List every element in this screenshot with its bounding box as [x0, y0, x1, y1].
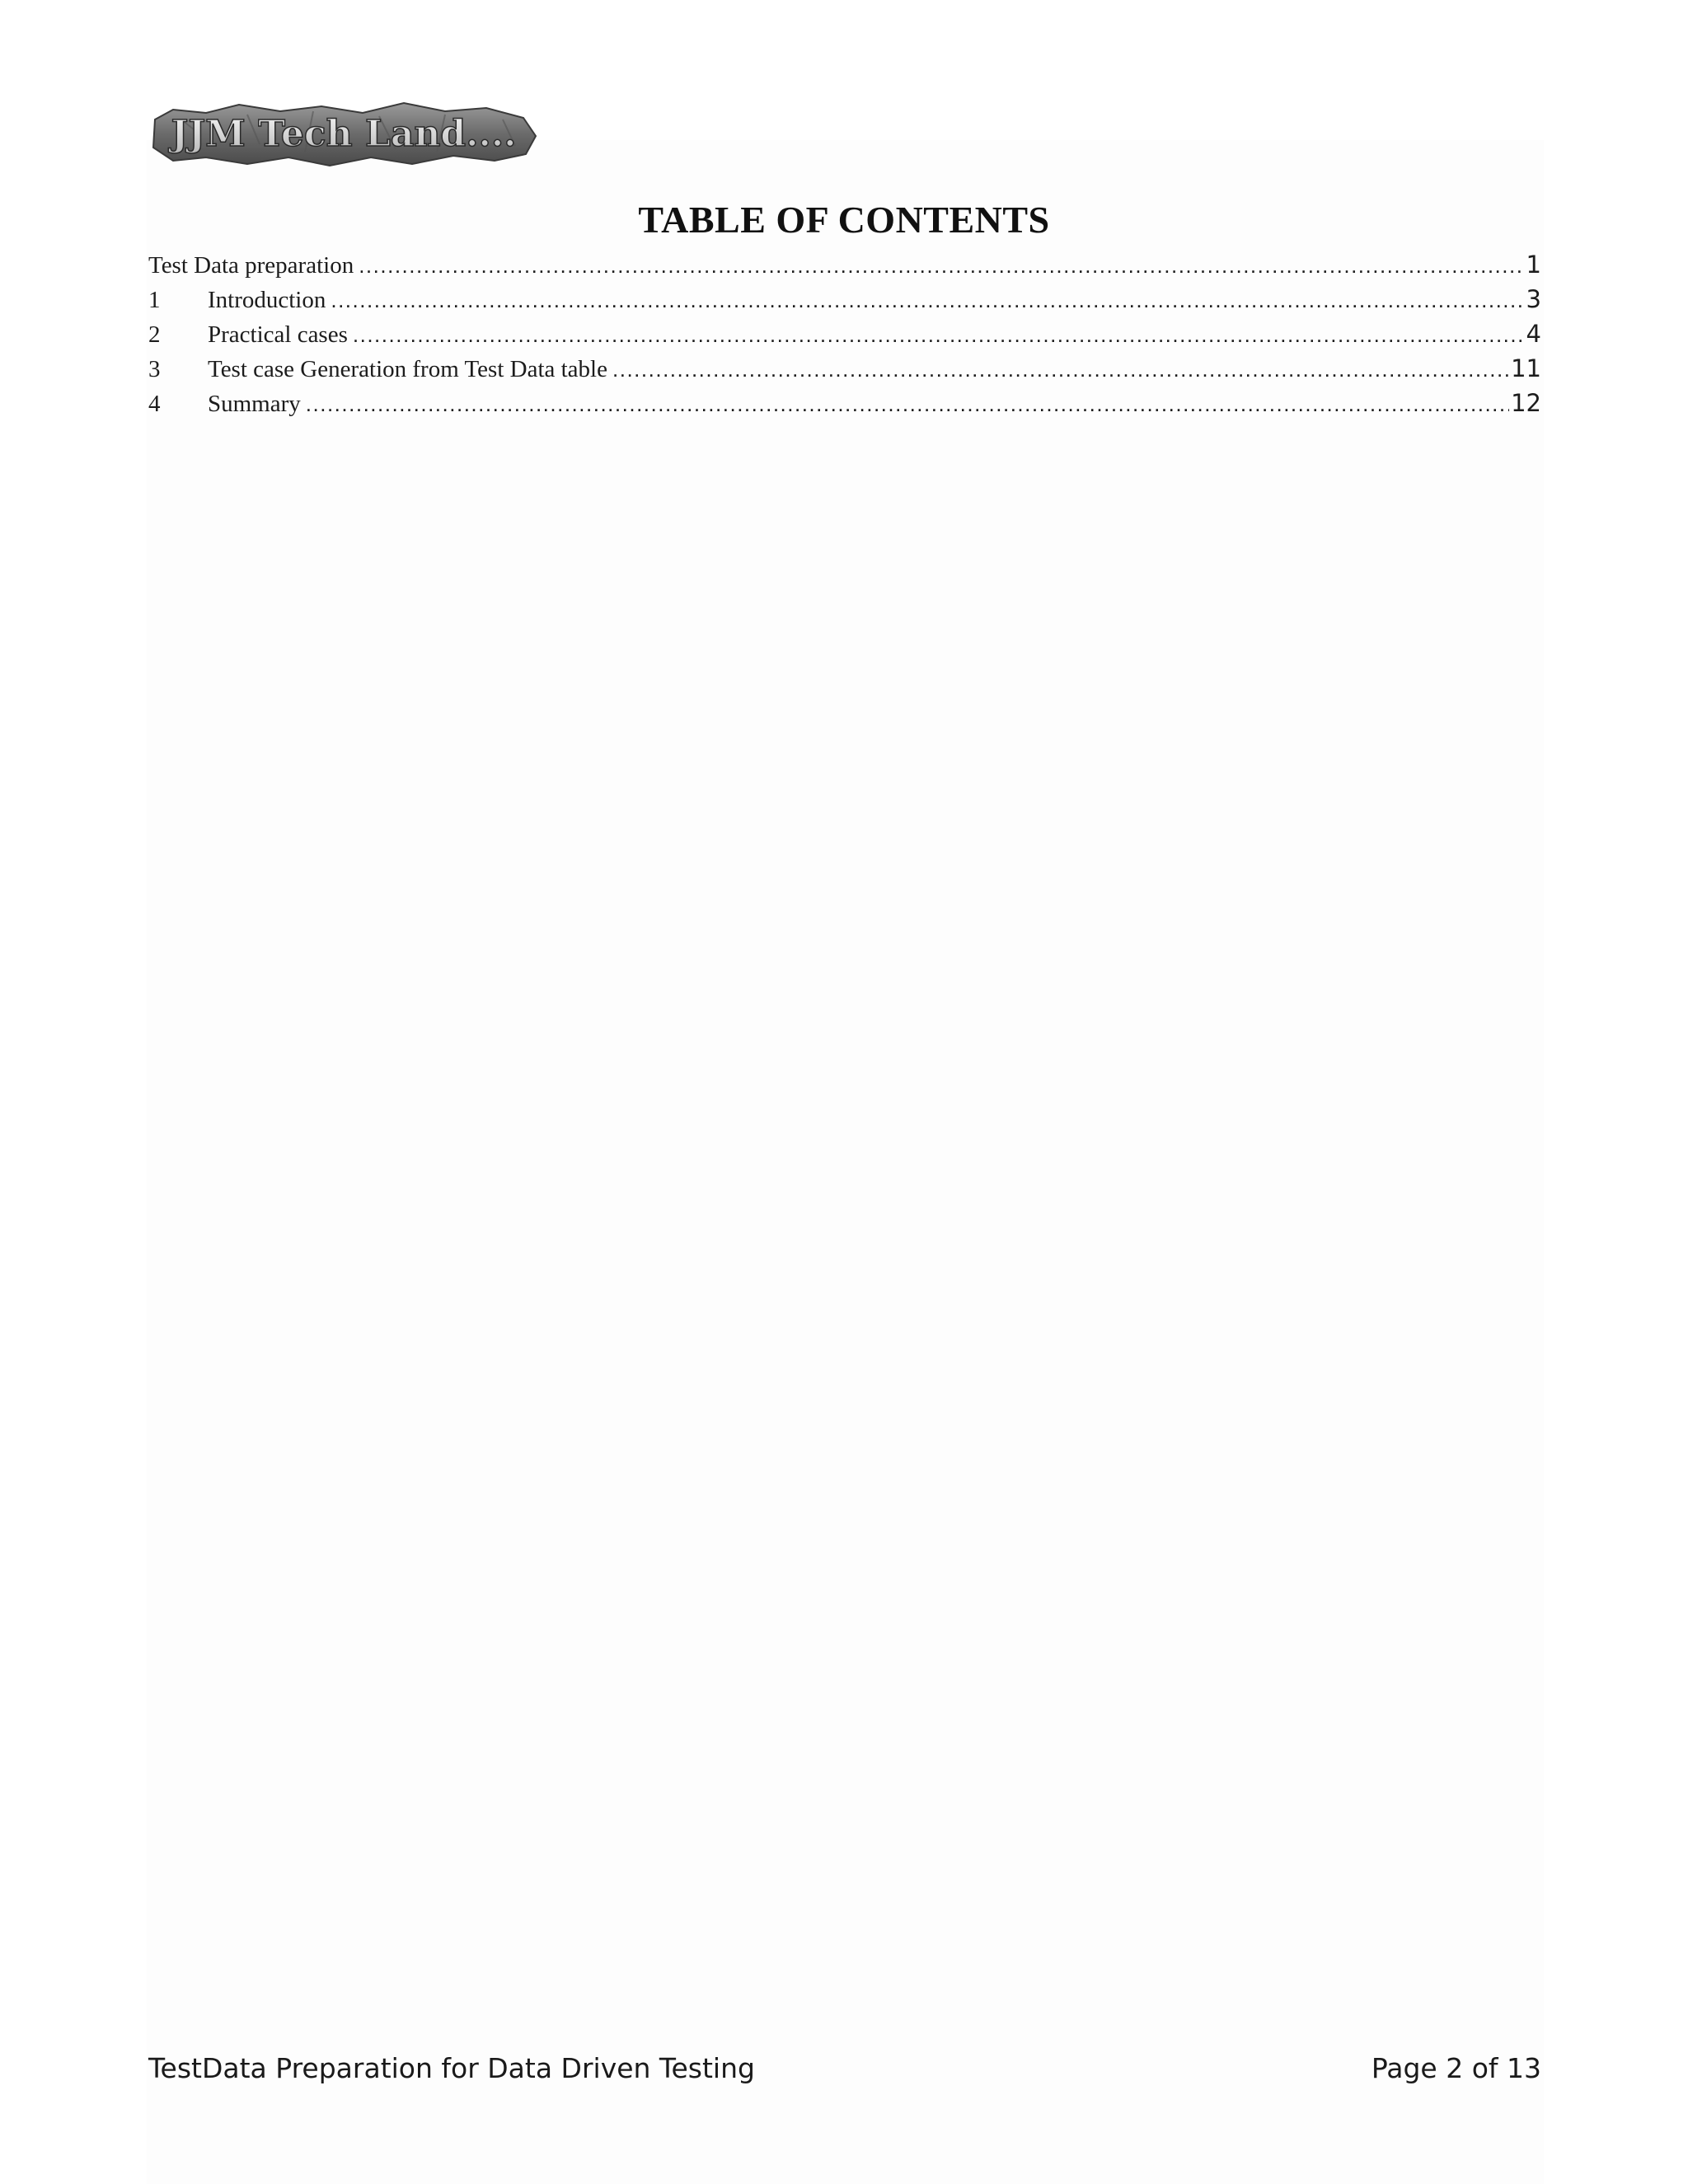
- footer-page-number: Page 2 of 13: [1371, 2052, 1541, 2084]
- page-body-area: [147, 140, 1544, 2184]
- toc-entry-page: 4: [1526, 320, 1541, 348]
- toc-entry-number: 3: [148, 356, 161, 382]
- toc-entry-label: Introduction: [208, 287, 326, 313]
- toc-dot-leader: [612, 352, 1509, 387]
- footer-document-title: TestData Preparation for Data Driven Testing: [148, 2052, 755, 2084]
- toc-dot-leader: [331, 283, 1524, 317]
- toc-title: TABLE OF CONTENTS: [638, 199, 1050, 241]
- company-logo: [148, 95, 540, 171]
- toc-entry-number: 4: [148, 391, 161, 417]
- toc-entry[interactable]: [148, 351, 1541, 386]
- logo-text: JJM Tech Land....: [171, 113, 517, 155]
- toc-entry-page: 3: [1526, 285, 1541, 313]
- toc-entry[interactable]: [148, 386, 1541, 420]
- toc-entry-page: 11: [1511, 354, 1541, 382]
- toc-entry[interactable]: [148, 247, 1541, 282]
- toc-dot-leader: [353, 317, 1525, 352]
- toc-entry-number: 1: [148, 287, 161, 313]
- toc-dot-leader: [359, 248, 1524, 283]
- toc-dot-leader: [306, 387, 1509, 421]
- toc-entry-page: 12: [1511, 389, 1541, 417]
- toc-entry-label: Test case Generation from Test Data table: [208, 356, 607, 382]
- table-of-contents: [148, 247, 1541, 420]
- toc-entry-page: 1: [1526, 251, 1541, 279]
- toc-entry-label: Test Data preparation: [148, 252, 354, 279]
- toc-entry[interactable]: [148, 316, 1541, 351]
- toc-entry[interactable]: [148, 282, 1541, 316]
- toc-entry-number: 2: [148, 321, 161, 348]
- page-footer: [148, 2052, 1541, 2084]
- toc-entry-label: Practical cases: [208, 321, 348, 348]
- toc-entry-label: Summary: [208, 391, 301, 417]
